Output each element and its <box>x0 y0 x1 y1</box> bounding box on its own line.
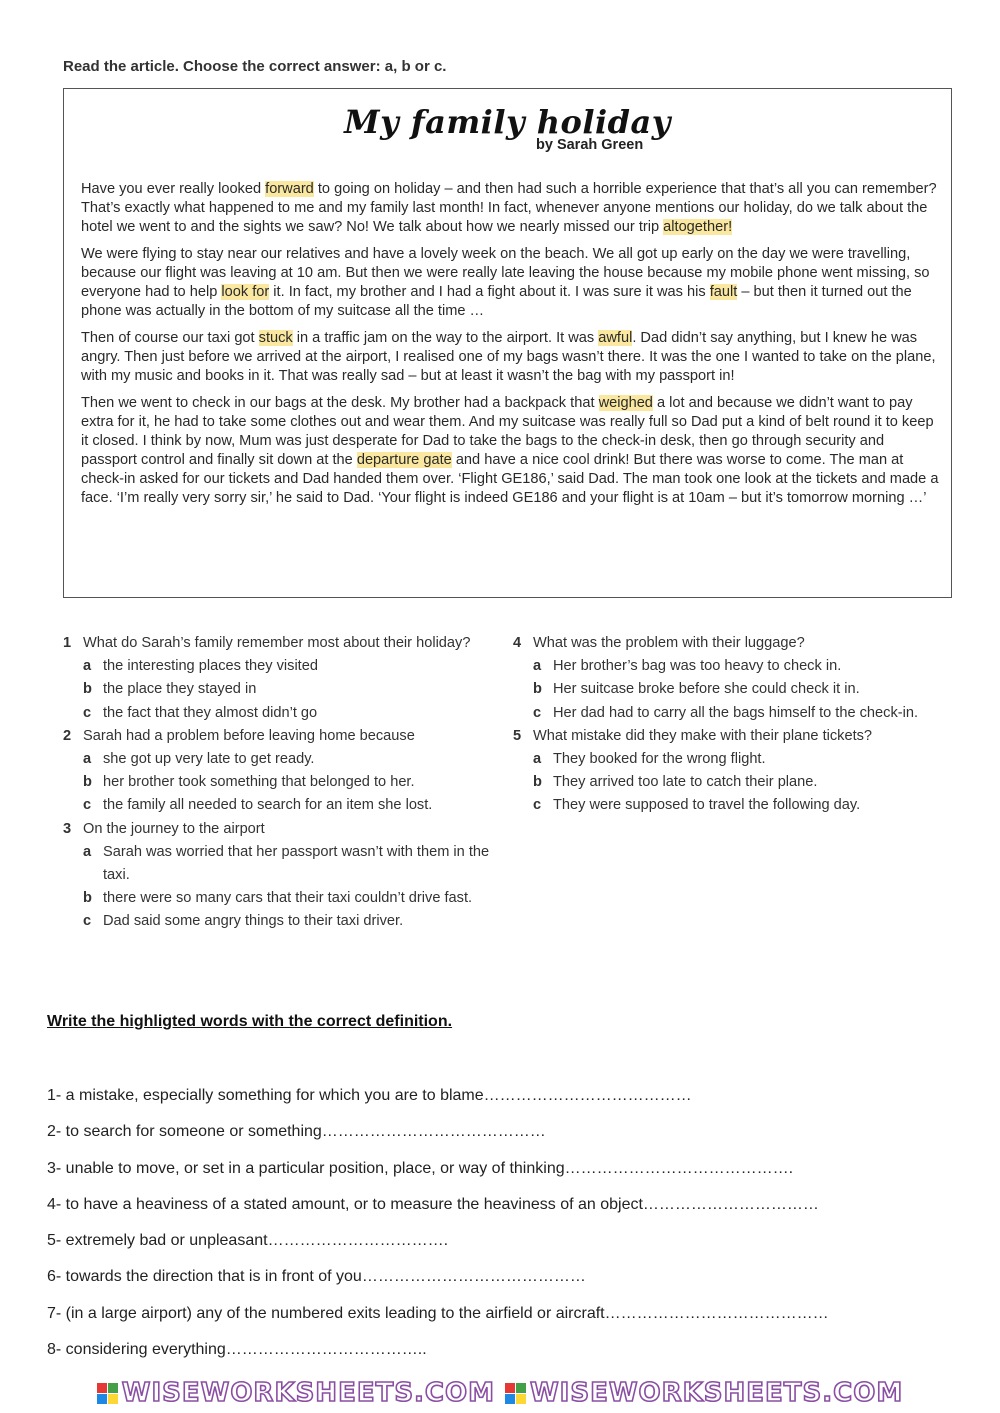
definition-item: 5- extremely bad or unpleasant……………………………. <box>47 1232 449 1249</box>
article-paragraph <box>81 245 939 321</box>
question-text: What was the problem with their luggage? <box>533 635 805 651</box>
highlighted-word: altogether! <box>663 219 733 235</box>
definition-item: 3- unable to move, or set in a particular position, place, or way of thinking……………………………………. <box>47 1160 794 1177</box>
option-letter: a <box>83 751 92 768</box>
question-text: What mistake did they make with their plane tickets? <box>533 727 873 744</box>
highlighted-word: look for <box>221 284 270 300</box>
option-letter: b <box>83 774 92 791</box>
answer-option <box>513 771 943 794</box>
highlighted-word: forward <box>265 181 314 197</box>
option-letter: b <box>533 774 542 791</box>
questions-left-column <box>63 632 503 934</box>
option-text: she got up very late to get ready. <box>103 751 315 768</box>
definition-item: 7- (in a large airport) any of the numbered exits leading to the airfield or aircraft…………………………………… <box>47 1305 829 1322</box>
option-text: They arrived too late to catch their plane. <box>553 774 818 791</box>
option-letter: a <box>533 658 542 675</box>
paragraph-text: – but then it turned out the phone was actually in the bottom of my suitcase all the time … <box>81 284 912 319</box>
answer-option <box>63 910 503 933</box>
paragraph-text: to going on holiday – and then had such a horrible experience that that’s all you can remember? That’s exactly what happened to me and my family last month! In fact, whenever anyone mentions our holiday, do we talk about the hotel we went to and the sights we saw? No! We talk about how we nearly missed our trip <box>81 181 937 235</box>
highlighted-word: weighed <box>598 395 653 411</box>
option-text: there were so many cars that their taxi couldn’t drive fast. <box>103 890 473 907</box>
option-text: her brother took something that belonged to her. <box>103 774 415 791</box>
option-letter: c <box>83 704 92 721</box>
option-text: They were supposed to travel the following day. <box>553 797 861 814</box>
answer-option <box>63 748 503 771</box>
vocab-heading: Write the highligted words with the correct definition. <box>47 1013 453 1030</box>
paragraph-text: and have a nice cool drink! But there was worse to come. The man at check-in asked for our tickets and Dad handed them over. ‘Flight GE186,’ said Dad. The man took one look at the tickets and made a face. ‘I’m really very sorry sir,’ he said to Dad. ‘Your flight is indeed GE186 and your flight is at 10am – but it’s tomorrow morning …’ <box>81 452 939 506</box>
question-number: 3 <box>63 820 72 837</box>
highlighted-word: fault <box>709 284 738 300</box>
definition-item: 1- a mistake, especially something for which you are to blame………………………………… <box>47 1087 692 1104</box>
article-paragraph <box>81 394 939 508</box>
watermark <box>505 1378 903 1408</box>
paragraph-text: We were flying to stay near our relatives and have a lovely week on the beach. We all got up early on the day we were travelling, because our flight was leaving at 10 am. But then we were really late leaving the house because my mobile phone went missing, so everyone had to help <box>81 246 930 300</box>
paragraph-text: Then we went to check in our bags at the desk. My brother had a backpack that <box>81 395 599 411</box>
question-text: What do Sarah’s family remember most about their holiday? <box>83 635 471 651</box>
option-letter: c <box>533 797 542 814</box>
answer-option <box>513 702 943 725</box>
watermark-text: WISEWORKSHEETS.COM <box>121 1378 495 1408</box>
option-letter: b <box>83 681 92 698</box>
option-text: Her dad had to carry all the bags himself to the check-in. <box>553 704 919 721</box>
watermark <box>97 1378 495 1408</box>
answer-option <box>513 748 943 771</box>
answer-option <box>63 678 503 701</box>
questions-right-column <box>513 632 943 818</box>
article-box <box>63 88 952 598</box>
paragraph-text: Then of course our taxi got <box>81 330 259 346</box>
article-title: My family holiday <box>344 103 671 141</box>
watermark-footer <box>0 1373 1000 1413</box>
question-text: On the journey to the airport <box>83 820 265 837</box>
option-letter: a <box>83 843 92 860</box>
highlighted-word: stuck <box>258 330 293 346</box>
answer-option <box>63 655 503 678</box>
option-text: the fact that they almost didn’t go <box>103 704 318 721</box>
option-letter: b <box>533 681 542 698</box>
article-paragraph <box>81 180 939 237</box>
option-letter: a <box>83 658 92 675</box>
article-byline: by Sarah Green <box>536 137 644 153</box>
option-letter: c <box>83 797 92 814</box>
paragraph-text: . Dad didn’t say anything, but I knew he was angry. Then just before we arrived at the airport, I realised one of my bags wasn’t there. It was the one I wanted to take on the plane, with my music and books in it. That was really sad – but at least it wasn’t the bag with my passport in! <box>81 330 936 384</box>
option-text: the place they stayed in <box>103 681 257 698</box>
option-letter: c <box>83 913 92 930</box>
question <box>63 632 503 655</box>
watermark-text: WISEWORKSHEETS.COM <box>530 1378 904 1408</box>
question <box>63 818 503 841</box>
option-text: the family all needed to search for an item she lost. <box>103 797 433 814</box>
question-number: 4 <box>513 635 522 651</box>
question <box>513 632 943 655</box>
option-text: Dad said some angry things to their taxi driver. <box>103 913 404 930</box>
definition-item: 8- considering everything……………………………….. <box>47 1341 427 1358</box>
option-text: Her brother’s bag was too heavy to check in. <box>553 658 842 675</box>
instruction: Read the article. Choose the correct answer: a, b or c. <box>63 58 447 75</box>
question <box>63 725 503 748</box>
option-letter: c <box>533 704 542 721</box>
question-text: Sarah had a problem before leaving home because <box>83 727 415 744</box>
answer-option <box>63 702 503 725</box>
option-letter: b <box>83 890 92 907</box>
wiseworksheets-logo-icon <box>97 1383 118 1404</box>
paragraph-text: Have you ever really looked <box>81 181 266 197</box>
answer-option <box>63 771 503 794</box>
option-text: the interesting places they visited <box>103 658 318 675</box>
option-text: Her suitcase broke before she could check it in. <box>553 681 860 698</box>
answer-option <box>63 841 503 887</box>
paragraph-text: a lot and because we didn’t want to pay extra for it, he had to take some clothes out and wear them. And my suitcase was really full so Dad put a kind of belt round it to keep it closed. I think by now, Mum was just desperate for Dad to take the bags to the check-in desk, then go through security and passport control and finally sit down at the <box>81 395 934 468</box>
answer-option <box>63 794 503 817</box>
definition-item: 2- to search for someone or something…………………………………… <box>47 1123 546 1140</box>
question-number: 2 <box>63 727 72 744</box>
question-number: 1 <box>63 635 72 651</box>
option-letter: a <box>533 751 542 768</box>
highlighted-word: awful <box>598 330 633 346</box>
answer-option <box>513 655 943 678</box>
question <box>513 725 943 748</box>
answer-option <box>513 678 943 701</box>
paragraph-text: in a traffic jam on the way to the airport. It was <box>292 330 599 346</box>
wiseworksheets-logo-icon <box>505 1383 526 1404</box>
answer-option <box>63 887 503 910</box>
option-text: Sarah was worried that her passport wasn’t with them in the taxi. <box>103 843 490 884</box>
article-body <box>81 180 939 516</box>
highlighted-word: departure gate <box>356 452 452 468</box>
article-paragraph <box>81 329 939 386</box>
question-number: 5 <box>513 727 522 744</box>
paragraph-text: it. In fact, my brother and I had a fight about it. I was sure it was his <box>269 284 710 300</box>
answer-option <box>513 794 943 817</box>
definition-item: 6- towards the direction that is in front of you…………………………………… <box>47 1268 586 1285</box>
option-text: They booked for the wrong flight. <box>553 751 766 768</box>
definition-item: 4- to have a heaviness of a stated amount, or to measure the heaviness of an object…………………………… <box>47 1196 819 1213</box>
